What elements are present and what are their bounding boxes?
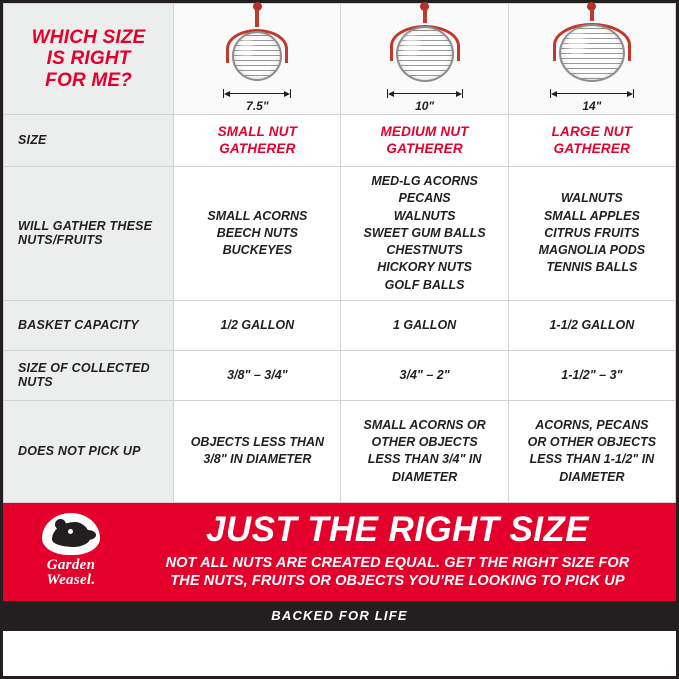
- product-image-cell-small: [174, 4, 341, 115]
- cell-text: 3/4" – 2": [399, 367, 450, 382]
- backed-for-life-bar: BACKED FOR LIFE: [3, 601, 676, 631]
- cell-notpick-small: [174, 400, 341, 502]
- cell-text: 1-1/2" – 3": [561, 367, 623, 382]
- dimension-bar-large: [550, 89, 634, 98]
- chart-title-cell: [4, 4, 174, 115]
- cell-text: ACORNS, PECANS OR OTHER OBJECTS LESS THAN 1-1/2" IN DIAMETER: [527, 417, 657, 484]
- nut-gatherer-illustration-large: [559, 2, 625, 85]
- cell-text: MEDIUM NUT GATHERER: [380, 124, 469, 156]
- product-image-cell-large: [508, 4, 675, 115]
- nut-gatherer-illustration-small: [232, 2, 282, 85]
- logo-text-line-1: Garden: [46, 557, 96, 574]
- size-comparison-table: [3, 3, 676, 503]
- cell-text: 3/8" – 3/4": [227, 367, 288, 382]
- product-image-cell-medium: [341, 4, 508, 115]
- cell-text: 1/2 GALLON: [220, 317, 295, 332]
- cell-text: 1 GALLON: [393, 317, 457, 332]
- table-row: [4, 400, 676, 502]
- table-row: [4, 167, 676, 301]
- row-label-size-of-nuts: SIZE OF COLLECTED NUTS: [4, 350, 174, 400]
- nut-gatherer-illustration-medium: [396, 2, 454, 85]
- cell-capacity-small: [174, 300, 341, 350]
- cell-capacity-medium: [341, 300, 508, 350]
- cell-capacity-large: [508, 300, 675, 350]
- cell-notpick-medium: [341, 400, 508, 502]
- cell-size-large: [508, 115, 675, 167]
- cell-text: LARGE NUT GATHERER: [551, 124, 633, 156]
- cell-size-small: [174, 115, 341, 167]
- row-label-size: SIZE: [4, 115, 174, 167]
- cell-text: SMALL NUT GATHERER: [217, 124, 298, 156]
- garden-weasel-logo: [17, 513, 125, 588]
- cell-notpick-large: [508, 400, 675, 502]
- cell-nutsize-small: [174, 350, 341, 400]
- cell-text: SMALL ACORNS OR OTHER OBJECTS LESS THAN 3/4" IN DIAMETER: [363, 417, 486, 484]
- cell-gather-medium: [341, 167, 508, 301]
- banner-subline: NOT ALL NUTS ARE CREATED EQUAL. GET THE RIGHT SIZE FOR THE NUTS, FRUITS OR OBJECTS YOU’RE LOOKING TO PICK UP: [165, 554, 630, 589]
- table-header-row: [4, 4, 676, 115]
- table-row: [4, 115, 676, 167]
- cell-gather-large: [508, 167, 675, 301]
- weasel-badge-icon: [42, 513, 100, 555]
- cell-size-medium: [341, 115, 508, 167]
- dimension-bar-medium: [387, 89, 463, 98]
- chart-title-line-2: IS RIGHT: [46, 48, 131, 70]
- cell-text: SMALL ACORNS BEECH NUTS BUCKEYES: [207, 208, 308, 257]
- cell-text: 1-1/2 GALLON: [549, 317, 635, 332]
- logo-text-line-2: Weasel.: [46, 572, 96, 589]
- cell-text: WALNUTS SMALL APPLES CITRUS FRUITS MAGNOLIA PODS TENNIS BALLS: [538, 191, 646, 275]
- banner-headline: JUST THE RIGHT SIZE: [206, 509, 589, 549]
- dimension-label-small: 7.5": [246, 99, 269, 113]
- table-row: [4, 300, 676, 350]
- promo-banner: [3, 503, 676, 601]
- cell-nutsize-medium: [341, 350, 508, 400]
- cell-text: MED-LG ACORNS PECANS WALNUTS SWEET GUM BALLS CHESTNUTS HICKORY NUTS GOLF BALLS: [363, 174, 486, 292]
- row-label-does-not-pick-up: DOES NOT PICK UP: [4, 400, 174, 502]
- cell-text: OBJECTS LESS THAN 3/8" IN DIAMETER: [190, 435, 325, 467]
- dimension-label-large: 14": [582, 99, 602, 113]
- cell-gather-small: [174, 167, 341, 301]
- row-label-basket-capacity: BASKET CAPACITY: [4, 300, 174, 350]
- row-label-will-gather: WILL GATHER THESE NUTS/FRUITS: [4, 167, 174, 301]
- chart-title-line-3: FOR ME?: [45, 69, 133, 91]
- dimension-bar-small: [223, 89, 291, 98]
- banner-copy: [125, 509, 666, 590]
- table-row: [4, 350, 676, 400]
- cell-nutsize-large: [508, 350, 675, 400]
- dimension-label-medium: 10": [415, 99, 435, 113]
- chart-title-line-1: WHICH SIZE: [31, 27, 146, 49]
